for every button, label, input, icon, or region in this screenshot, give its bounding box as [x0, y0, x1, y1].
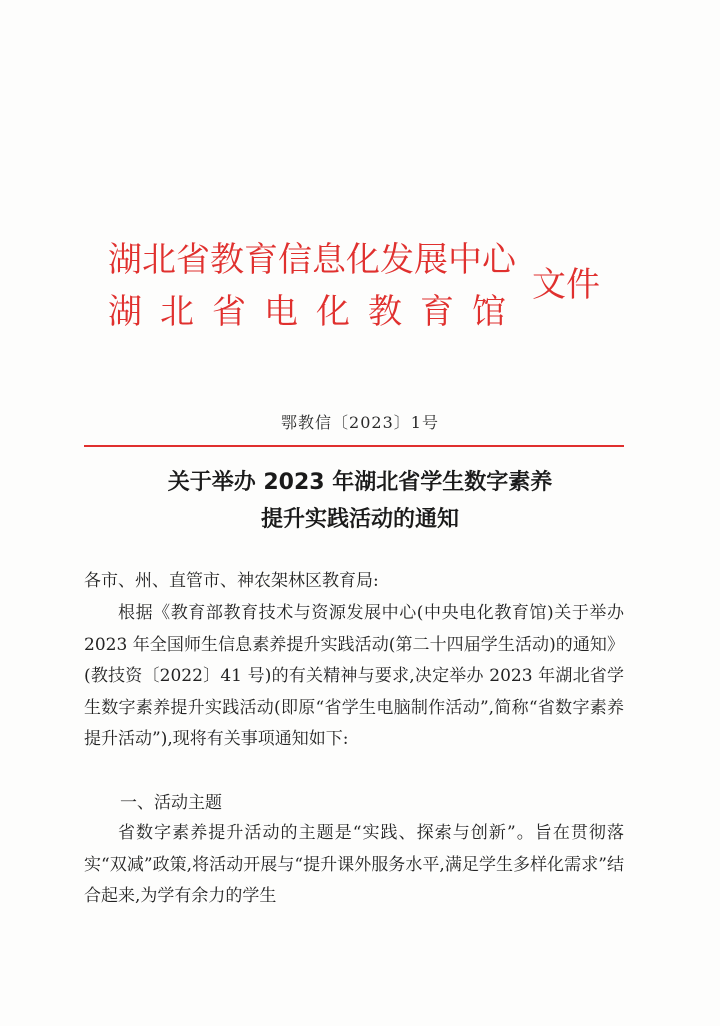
salutation: 各市、州、直管市、神农架林区教育局:: [84, 571, 379, 591]
document-number: 鄂教信〔2023〕1号: [281, 413, 439, 432]
issuer-name-line-2: 湖北省电化教育馆: [108, 292, 524, 332]
body-paragraph-1: 根据《教育部教育技术与资源发展中心(中央电化教育馆)关于举办 2023 年全国师生信息素养提升实践活动(第二十四届学生活动)的通知》(教技资〔2022〕41 号)的有关精神与要求,决定举办 2023 年湖北省学生数字素养提升实践活动(即原“省学生电脑制作活动”,简称“省数字素养提升活动”),现将有关事项通知如下:: [84, 603, 624, 749]
document-title-line-1: 关于举办 2023 年湖北省学生数字素养: [167, 470, 553, 495]
document-type-label: 文件: [532, 265, 600, 305]
red-divider-line: [84, 445, 624, 447]
issuer-name-line-1: 湖北省教育信息化发展中心: [108, 240, 516, 280]
section-heading-theme: 一、活动主题: [120, 793, 222, 813]
body-paragraph-2: 省数字素养提升活动的主题是“实践、探索与创新”。旨在贯彻落实“双减”政策,将活动开展与“提升课外服务水平,满足学生多样化需求”结合起来,为学有余力的学生: [84, 823, 624, 906]
document-title-line-2: 提升实践活动的通知: [260, 507, 459, 532]
